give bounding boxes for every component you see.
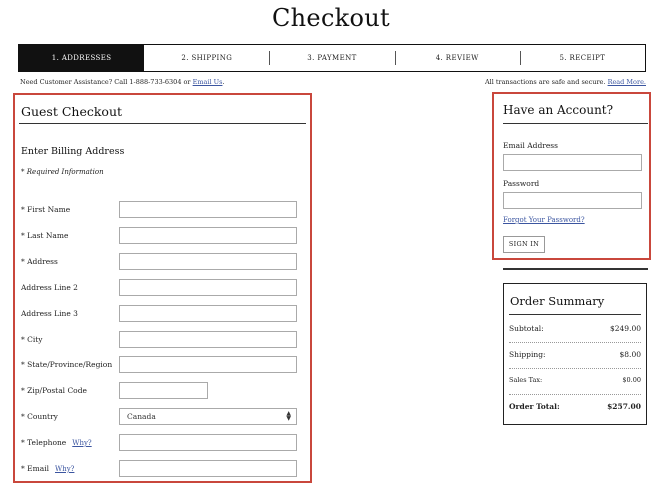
page-title: Checkout [272, 4, 390, 32]
telephone-label-text: * Telephone [21, 438, 67, 447]
step-shipping[interactable]: 2. SHIPPING [181, 54, 233, 62]
divider [509, 394, 641, 395]
address-line-3-label: Address Line 3 [21, 309, 78, 318]
sales-tax-value: $0.00 [622, 376, 641, 384]
sales-tax-row [509, 376, 641, 384]
divider [509, 342, 641, 343]
guest-checkout-title: Guest Checkout [21, 104, 123, 119]
email-field[interactable] [119, 460, 297, 477]
have-account-title: Have an Account? [503, 103, 614, 117]
address-label: * Address [21, 257, 58, 266]
state-field[interactable] [119, 356, 297, 373]
last-name-label: * Last Name [21, 231, 69, 240]
order-summary-panel [503, 283, 647, 425]
order-summary-title: Order Summary [510, 294, 605, 308]
last-name-field[interactable] [119, 227, 297, 244]
telephone-label [21, 438, 92, 447]
telephone-why-link[interactable]: Why? [72, 439, 92, 447]
order-total-label: Order Total: [509, 402, 560, 411]
address-line-2-label: Address Line 2 [21, 283, 78, 292]
have-account-panel [492, 92, 651, 260]
email-label-text: * Email [21, 464, 49, 473]
divider [19, 123, 306, 124]
guest-checkout-panel [13, 93, 312, 483]
order-total-row [509, 402, 641, 411]
shipping-label: Shipping: [509, 350, 546, 359]
country-select[interactable] [119, 408, 297, 425]
address-line-3-field[interactable] [119, 305, 297, 322]
email-address-label: Email Address [503, 141, 558, 150]
address-field[interactable] [119, 253, 297, 270]
billing-address-title: Enter Billing Address [21, 146, 125, 157]
step-receipt[interactable]: 5. RECEIPT [520, 45, 645, 71]
login-password-field[interactable] [503, 192, 642, 209]
forgot-password-link[interactable]: Forgot Your Password? [503, 216, 585, 224]
login-email-field[interactable] [503, 154, 642, 171]
city-label: * City [21, 335, 43, 344]
shipping-row [509, 350, 641, 359]
step-payment[interactable]: 3. PAYMENT [269, 45, 394, 71]
checkout-steps [18, 44, 646, 72]
password-label: Password [503, 179, 540, 188]
divider [503, 268, 648, 270]
shipping-value: $8.00 [619, 350, 641, 359]
step-addresses[interactable]: 1. ADDRESSES [19, 45, 144, 71]
address-line-2-field[interactable] [119, 279, 297, 296]
order-total-value: $257.00 [607, 402, 641, 411]
country-value: Canada [127, 412, 156, 421]
email-label [21, 464, 74, 473]
email-us-link[interactable]: Email Us [192, 78, 223, 86]
first-name-field[interactable] [119, 201, 297, 218]
state-label: * State/Province/Region [21, 360, 113, 369]
secure-notice [485, 78, 646, 86]
subtotal-row [509, 324, 641, 333]
zip-label: * Zip/Postal Code [21, 386, 87, 395]
email-why-link[interactable]: Why? [55, 465, 75, 473]
required-info-note: * Required Information [21, 168, 104, 176]
country-label: * Country [21, 412, 58, 421]
assistance-end: . [222, 78, 225, 86]
divider [503, 123, 648, 124]
divider [509, 314, 641, 315]
sign-in-button[interactable]: SIGN IN [503, 236, 545, 253]
assistance-text: Need Customer Assistance? Call 1-888-733-6304 or [20, 78, 191, 86]
first-name-label: * First Name [21, 205, 71, 214]
zip-field[interactable] [119, 382, 208, 399]
up-down-chevron-icon: ▲ ▼ [286, 410, 291, 422]
customer-assistance-text [20, 78, 225, 86]
sales-tax-label: Sales Tax: [509, 376, 543, 384]
telephone-field[interactable] [119, 434, 297, 451]
city-field[interactable] [119, 331, 297, 348]
read-more-link[interactable]: Read More. [607, 78, 646, 86]
divider [509, 368, 641, 369]
subtotal-value: $249.00 [609, 324, 641, 333]
step-review[interactable]: 4. REVIEW [395, 45, 520, 71]
subtotal-label: Subtotal: [509, 324, 544, 333]
secure-text: All transactions are safe and secure. [484, 78, 606, 86]
